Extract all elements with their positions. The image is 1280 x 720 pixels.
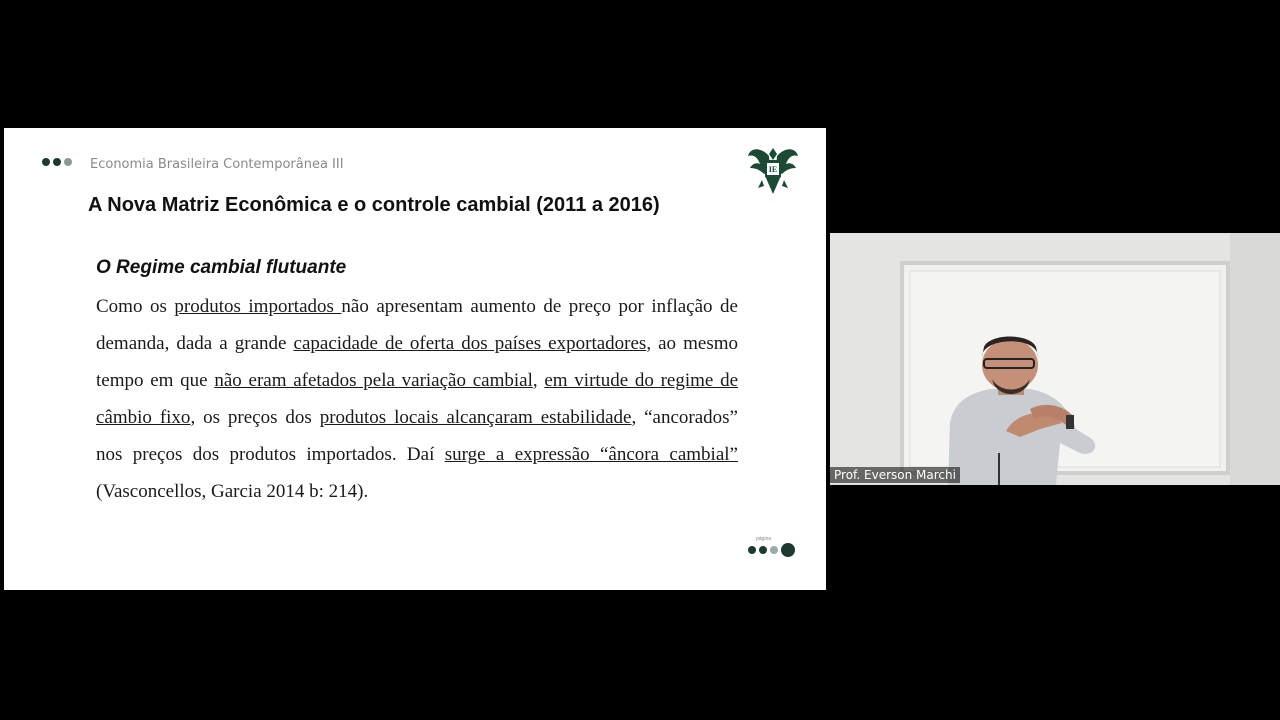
- page-dot: [748, 546, 756, 554]
- slide-subtitle: O Regime cambial flutuante: [96, 257, 347, 278]
- eagle-crest-icon: [746, 140, 800, 196]
- underlined-text: em virtude do regime de câmbio fixo: [96, 370, 739, 428]
- participant-video-tile[interactable]: [830, 233, 1280, 485]
- dot: [53, 158, 61, 166]
- paragraph-text: (Vasconcellos, Garcia 2014 b: 214).: [96, 481, 369, 502]
- page-dot: [770, 546, 778, 554]
- underlined-text: não eram afetados pela variação cambial: [214, 370, 533, 391]
- paragraph-text: Como os: [96, 296, 175, 317]
- slide-dots-decoration: [42, 158, 72, 166]
- slide-paragraph: [96, 288, 738, 510]
- presentation-slide: [4, 128, 826, 590]
- underlined-text: capacidade de oferta dos países exportadores: [293, 333, 647, 354]
- paragraph-text: , “ancorados” nos preços dos produtos importados. Daí: [96, 407, 738, 465]
- slide-title: A Nova Matriz Econômica e o controle cambial (2011 a 2016): [88, 194, 660, 216]
- underlined-text: produtos importados: [174, 296, 342, 317]
- dot: [42, 158, 50, 166]
- page-dot-current: [781, 543, 795, 557]
- video-frame: [830, 233, 1280, 485]
- participant-name: Prof. Everson Marchi: [830, 467, 960, 483]
- underlined-text: surge a expressão “âncora cambial”: [444, 444, 738, 465]
- paragraph-text: ,: [532, 370, 545, 391]
- page-dot: [759, 546, 767, 554]
- paragraph-text: não apresentam aumento de preço por inflação de demanda, dada a grande: [96, 296, 738, 354]
- dot: [64, 158, 72, 166]
- page-label: página: [756, 536, 772, 542]
- paragraph-text: , os preços dos: [190, 407, 320, 428]
- paragraph-text: , ao mesmo tempo em que: [96, 333, 738, 391]
- svg-text:IE: IE: [768, 165, 778, 174]
- underlined-text: produtos locais alcançaram estabilidade: [319, 407, 632, 428]
- course-name: Economia Brasileira Contemporânea III: [90, 157, 344, 172]
